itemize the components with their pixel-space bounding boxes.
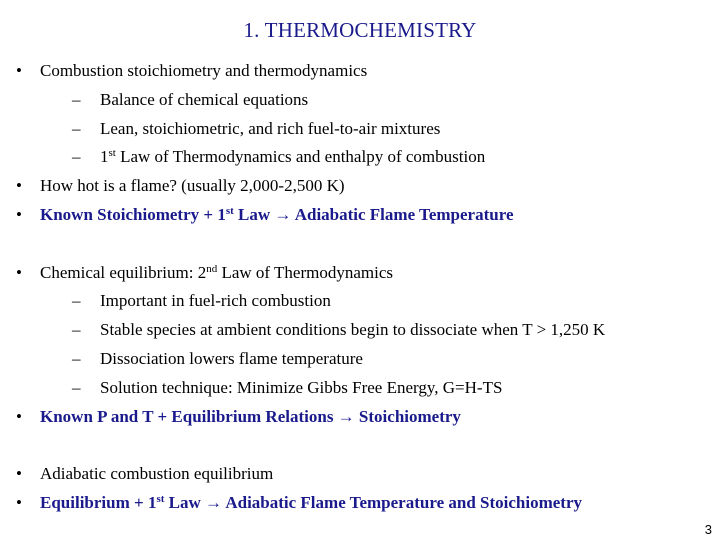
sub-gibbs: Solution technique: Minimize Gibbs Free Energy, G=H-TS [100, 378, 503, 397]
bullet-marker: • [16, 407, 22, 426]
sub-mixtures: Lean, stoichiometric, and rich fuel-to-air mixtures [100, 119, 441, 138]
bullet-equilibrium-first-law: Equilibrium + 1st Law → Adiabatic Flame Temperature and Stoichiometry [40, 493, 582, 512]
page-number: 3 [704, 522, 712, 537]
sub-dissociation: Dissociation lowers flame temperature [100, 349, 363, 368]
dash-marker: – [72, 349, 81, 368]
bullet-adiabatic-equilibrium: Adiabatic combustion equilibrium [40, 464, 274, 483]
dash-marker: – [72, 291, 81, 310]
slide-title: 1. THERMOCHEMISTRY [243, 18, 477, 42]
bullet-known-p-t: Known P and T + Equilibrium Relations → Stoichiometry [40, 407, 461, 426]
bullet-marker: • [16, 205, 22, 224]
bullet-marker: • [16, 263, 22, 282]
bullet-marker: • [16, 464, 22, 483]
bullet-marker: • [16, 61, 22, 80]
bullet-combustion-stoichiometry: Combustion stoichiometry and thermodynamics [40, 61, 368, 80]
bullet-chemical-equilibrium: Chemical equilibrium: 2nd Law of Thermodynamics [40, 263, 393, 282]
bullet-how-hot: How hot is a flame? (usually 2,000-2,500 K) [40, 176, 345, 195]
bullet-marker: • [16, 493, 22, 512]
dash-marker: – [72, 147, 81, 166]
sub-balance-equations: Balance of chemical equations [100, 90, 309, 109]
bullet-known-stoichiometry: Known Stoichiometry + 1st Law → Adiabatic Flame Temperature [40, 205, 514, 224]
sub-fuel-rich: Important in fuel-rich combustion [100, 291, 331, 310]
dash-marker: – [72, 119, 81, 138]
dash-marker: – [72, 320, 81, 339]
dash-marker: – [72, 378, 81, 397]
dash-marker: – [72, 90, 81, 109]
bullet-marker: • [16, 176, 22, 195]
sub-first-law: 1st Law of Thermodynamics and enthalpy of combustion [100, 147, 486, 166]
sub-stable-species: Stable species at ambient conditions begin to dissociate when T > 1,250 K [100, 320, 606, 339]
